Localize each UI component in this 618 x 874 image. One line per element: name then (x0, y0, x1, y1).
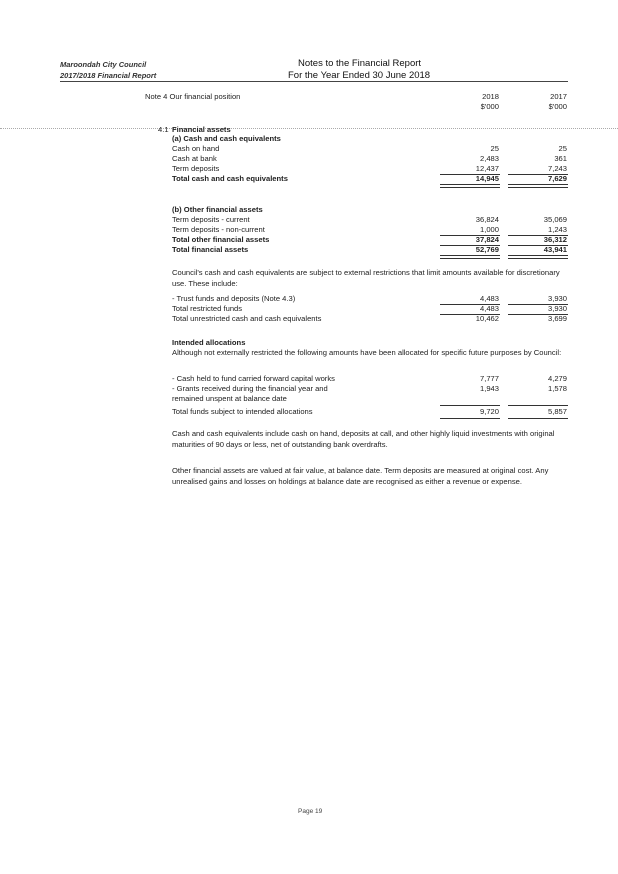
table-cell-2017: 7,243 (547, 164, 567, 173)
table-row-label: Cash at bank (172, 154, 217, 163)
table-cell-2018: 7,777 (479, 374, 499, 383)
subsection-b-title: (b) Other financial assets (172, 205, 263, 214)
section-title: Financial assets (172, 125, 231, 134)
table-row-label: Term deposits - non-current (172, 225, 265, 234)
table-cell-2018: 1,943 (479, 384, 499, 393)
table-cell-2017: 4,279 (547, 374, 567, 383)
grand-total-2018: 52,769 (475, 245, 499, 254)
subsection-a-title: (a) Cash and cash equivalents (172, 134, 281, 143)
table-cell-2018: 12,437 (475, 164, 499, 173)
total-rule (440, 418, 500, 419)
total-2018: 14,945 (475, 174, 499, 183)
table-cell-2017: 3,699 (547, 314, 567, 323)
total-rule (440, 184, 500, 188)
table-row-label: Total unrestricted cash and cash equivalents (172, 314, 322, 323)
page-number: Page 19 (298, 808, 323, 815)
total-2017: 5,857 (547, 407, 567, 416)
table-cell-2018: 1,000 (479, 225, 499, 234)
total-label: Total funds subject to intended allocations (172, 407, 313, 416)
table-cell-2017: 361 (554, 154, 567, 163)
table-cell-2018: 2,483 (479, 154, 499, 163)
table-cell-2017: 1,243 (547, 225, 567, 234)
intended-allocations-paragraph: Although not externally restricted the following amounts have been allocated for specific future purposes by Council: (172, 348, 562, 357)
table-cell-2017: 25 (558, 144, 567, 153)
restrictions-paragraph: Council's cash and cash equivalents are subject to external restrictions that limit amounts available for discretionary use. These include: (172, 268, 560, 288)
valuation-paragraph: Other financial assets are valued at fair value, at balance date. Term deposits are measured at original cost. Any unrealised gains and losses on holdings at balance date are recognised as either a revenue or expense. (172, 466, 549, 486)
total-rule (508, 184, 568, 188)
col-2017-unit: $'000 (548, 102, 567, 111)
page-title: Notes to the Financial Report (298, 58, 422, 69)
total-2017: 36,312 (543, 235, 567, 244)
table-row-label: Term deposits - current (172, 215, 250, 224)
subtotal-rule (440, 405, 500, 406)
note-heading: Note 4 Our financial position (145, 92, 241, 101)
col-2018-unit: $'000 (480, 102, 499, 111)
total-2018: 9,720 (479, 407, 499, 416)
report-name: 2017/2018 Financial Report (60, 71, 157, 80)
table-row-label: - Trust funds and deposits (Note 4.3) (172, 294, 296, 303)
total-label: Total other financial assets (172, 235, 270, 244)
cash-definition-paragraph: Cash and cash equivalents include cash on hand, deposits at call, and other highly liquid investments with original maturities of 90 days or less, net of outstanding bank overdrafts. (172, 429, 555, 449)
table-cell-2018: 36,824 (475, 215, 499, 224)
table-cell-2018: 25 (490, 144, 499, 153)
total-rule (440, 255, 500, 259)
table-cell-2017: 1,578 (547, 384, 567, 393)
table-row-label: Term deposits (172, 164, 220, 173)
total-2018: 37,824 (475, 235, 499, 244)
page-subtitle: For the Year Ended 30 June 2018 (288, 70, 431, 81)
intended-allocations-title: Intended allocations (172, 338, 246, 347)
table-cell-2018: 4,483 (479, 304, 499, 313)
total-label: Total cash and cash equivalents (172, 174, 288, 183)
total-2017: 7,629 (547, 174, 567, 183)
table-cell-2017: 35,069 (543, 215, 567, 224)
total-rule (508, 418, 568, 419)
table-row-label-continued: remained unspent at balance date (172, 394, 287, 403)
table-cell-2017: 3,930 (547, 304, 567, 313)
section-divider (0, 128, 618, 129)
total-rule (508, 255, 568, 259)
col-2018-year: 2018 (482, 92, 499, 101)
organisation-name: Maroondah City Council (60, 60, 147, 69)
table-cell-2018: 10,462 (475, 314, 499, 323)
table-row-label: Total restricted funds (172, 304, 243, 313)
table-row-label: Cash on hand (172, 144, 220, 153)
table-row-label: - Cash held to fund carried forward capital works (172, 374, 335, 383)
subtotal-rule (508, 405, 568, 406)
header-rule (60, 81, 568, 82)
table-row-label: - Grants received during the financial year and (172, 384, 328, 393)
table-cell-2017: 3,930 (547, 294, 567, 303)
table-cell-2018: 4,483 (479, 294, 499, 303)
grand-total-2017: 43,941 (543, 245, 567, 254)
section-number: 4.1 (158, 125, 169, 134)
grand-total-label: Total financial assets (172, 245, 249, 254)
col-2017-year: 2017 (550, 92, 567, 101)
